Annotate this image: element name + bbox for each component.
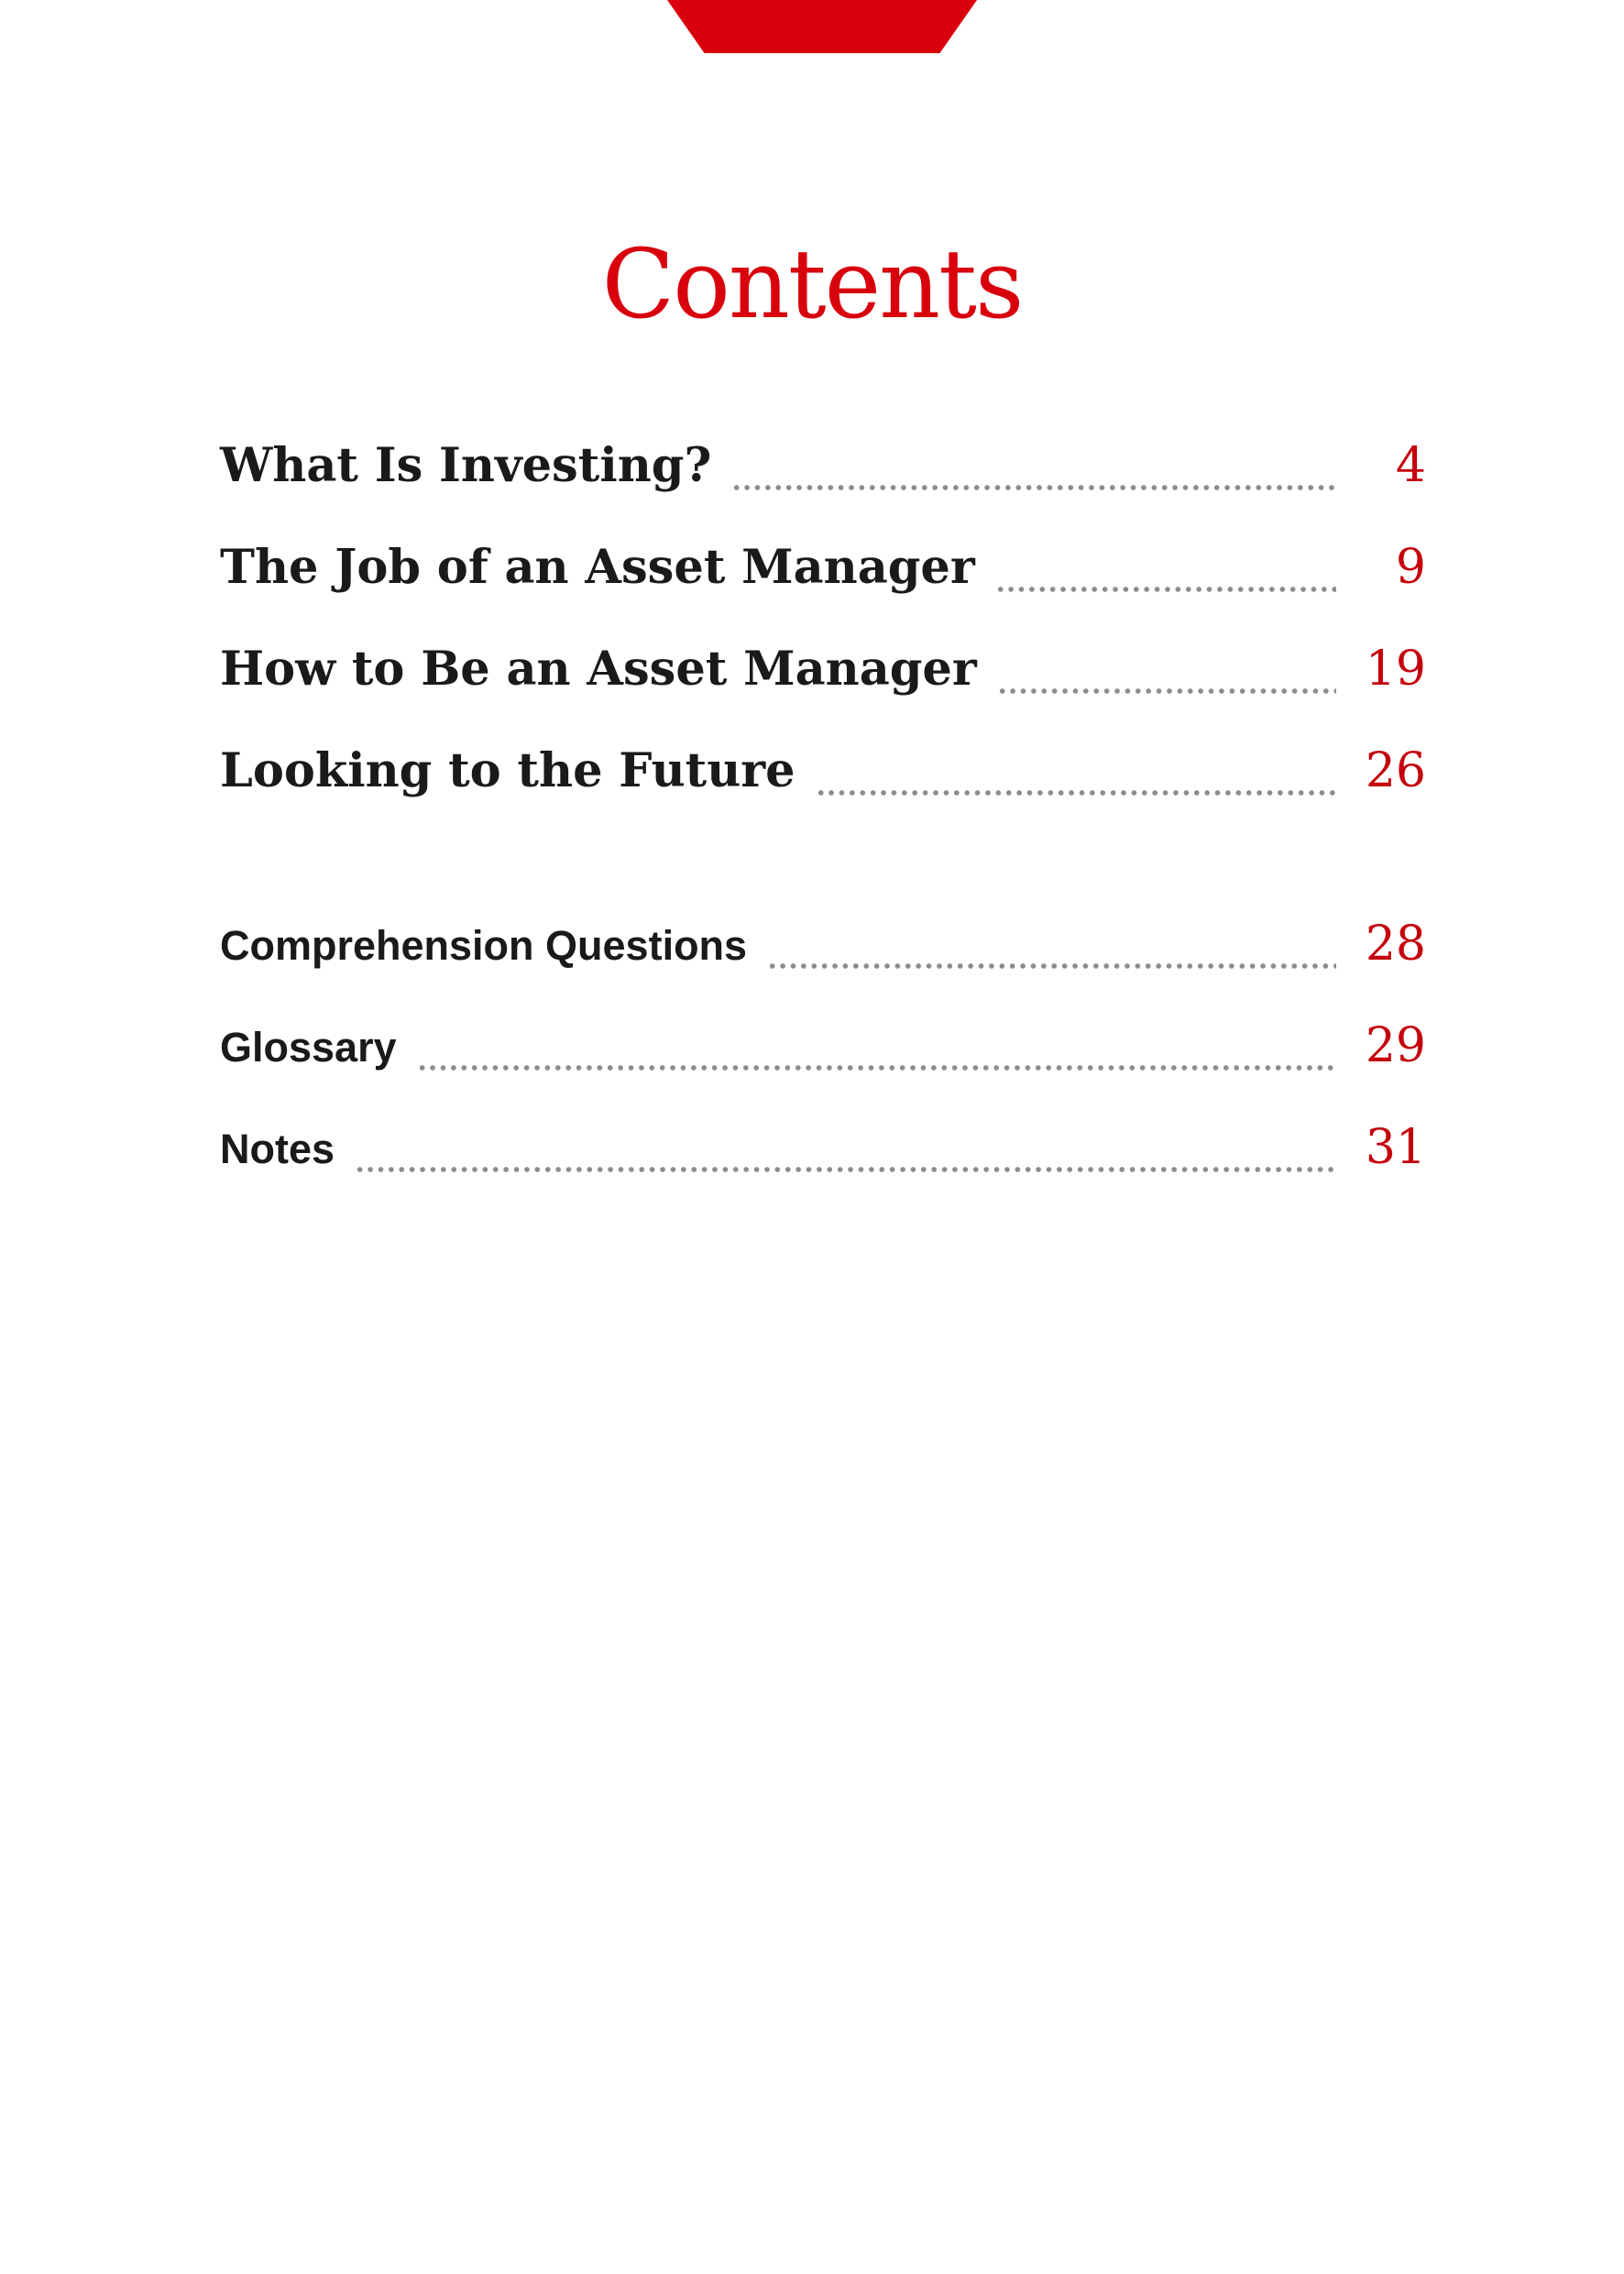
toc-entry-title: Glossary xyxy=(220,1024,397,1071)
toc-entry-how-to-be-asset-manager[interactable] xyxy=(220,632,1426,734)
toc-entry-title: Comprehension Questions xyxy=(220,922,748,969)
dot-leader xyxy=(767,963,1336,969)
toc-entry-title: Notes xyxy=(220,1126,335,1172)
back-matter-list xyxy=(220,907,1426,1213)
toc-entry-looking-to-future[interactable] xyxy=(220,734,1426,836)
toc-entry-what-is-investing[interactable] xyxy=(220,429,1426,531)
dot-leader xyxy=(417,1065,1336,1071)
toc-page-number: 31 xyxy=(1365,1120,1426,1175)
toc-page-number: 29 xyxy=(1365,1018,1426,1073)
toc-page-number: 9 xyxy=(1395,540,1426,595)
dot-leader xyxy=(816,790,1336,796)
toc-entry-title: The Job of an Asset Manager xyxy=(220,540,975,595)
toc-page-number: 28 xyxy=(1365,917,1426,972)
toc-entry-job-of-asset-manager[interactable] xyxy=(220,531,1426,632)
dot-leader xyxy=(997,688,1336,694)
toc-page-number: 4 xyxy=(1395,438,1426,493)
page-title: Contents xyxy=(601,228,1023,340)
header-tab-decoration xyxy=(667,0,977,53)
toc-entry-comprehension-questions[interactable] xyxy=(220,907,1426,1009)
toc-entry-title: How to Be an Asset Manager xyxy=(220,642,977,697)
chapter-list xyxy=(220,429,1426,836)
toc-entry-title: What Is Investing? xyxy=(220,438,712,493)
toc-page-number: 26 xyxy=(1365,743,1426,798)
toc-entry-glossary[interactable] xyxy=(220,1009,1426,1111)
dot-leader xyxy=(995,587,1336,592)
toc-entry-title: Looking to the Future xyxy=(220,743,796,798)
toc-entry-notes[interactable] xyxy=(220,1111,1426,1213)
toc-page-number: 19 xyxy=(1365,642,1426,697)
dot-leader xyxy=(731,485,1336,490)
dot-leader xyxy=(355,1167,1336,1172)
